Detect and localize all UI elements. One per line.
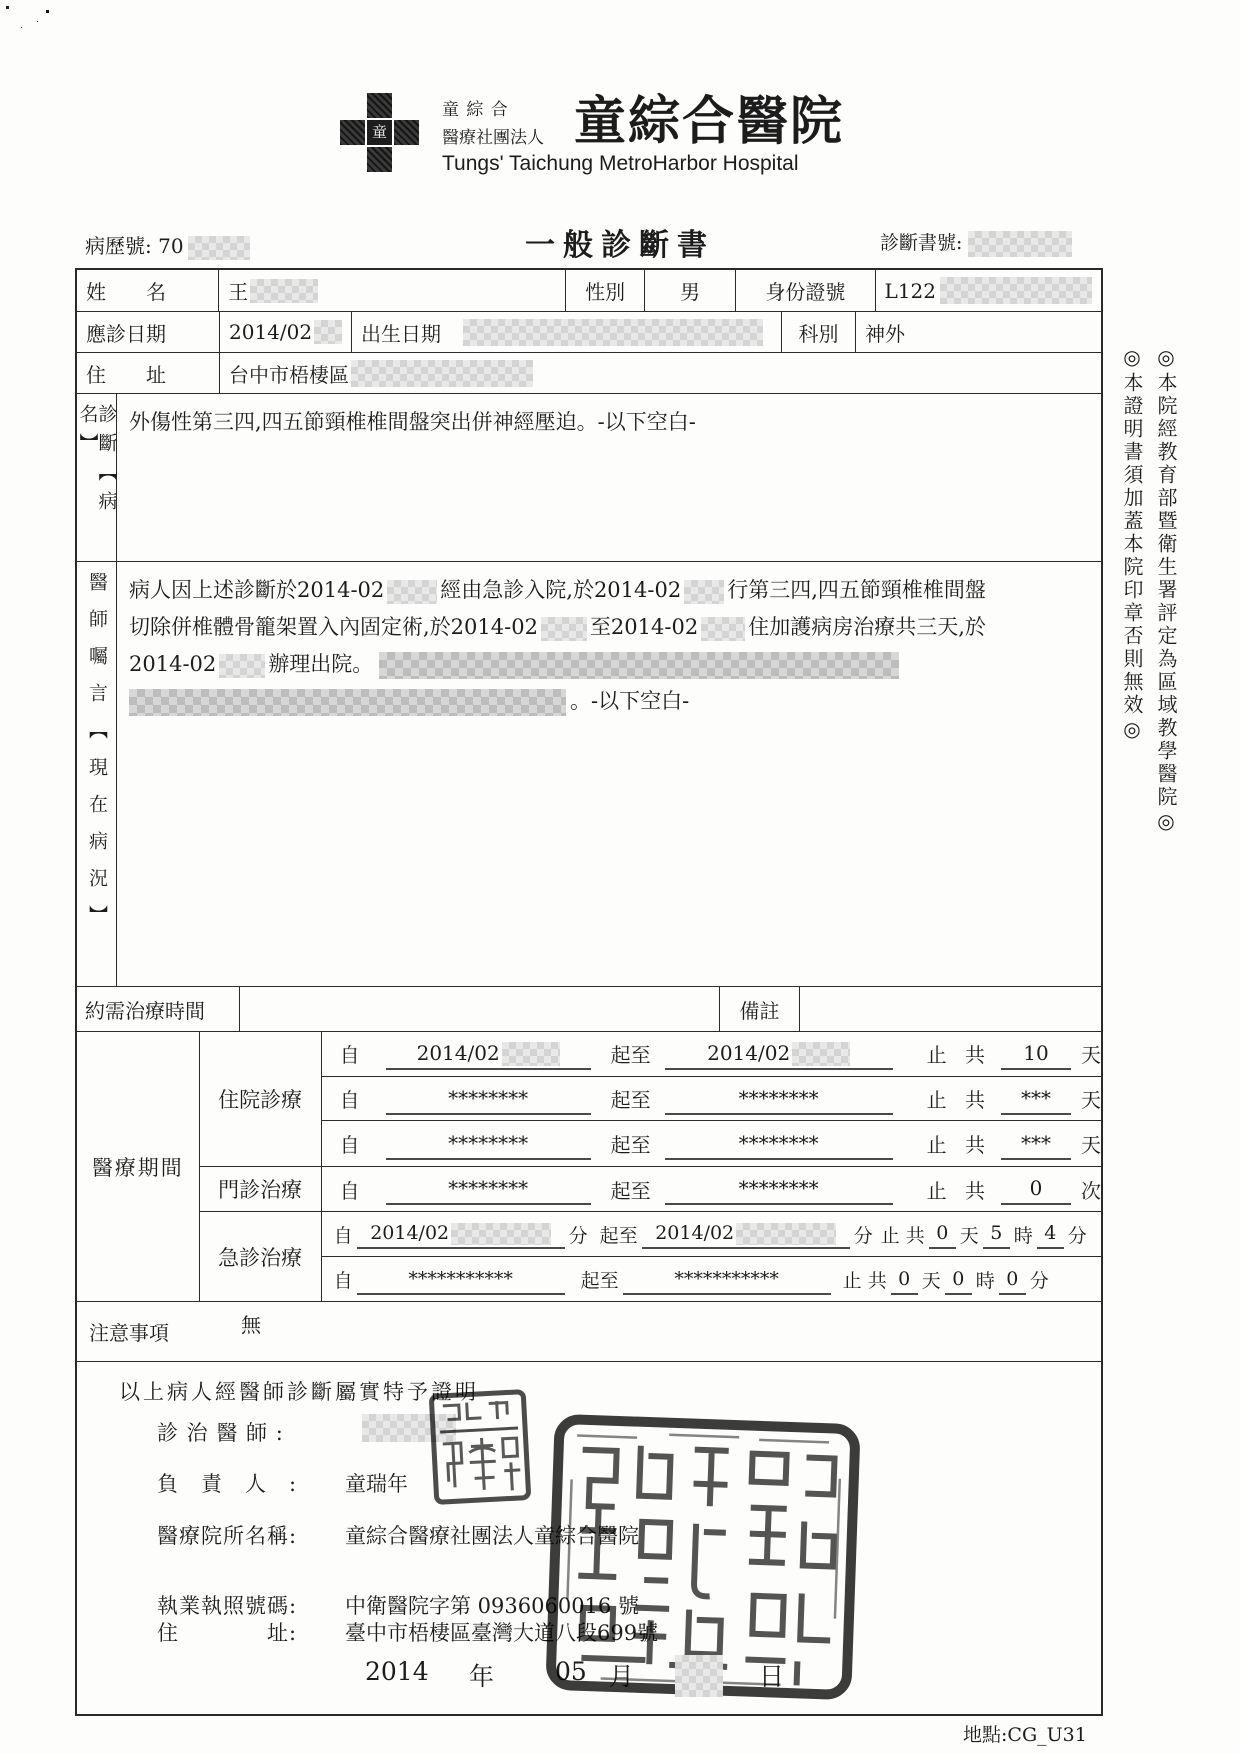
diagnosis-content: 外傷性第三四,四五節頸椎椎間盤突出併神經壓迫。-以下空白- xyxy=(129,410,696,434)
period-row-1: 自 2014/02 起至 2014/02 止 共 10 天 xyxy=(322,1032,1101,1077)
row-name xyxy=(77,270,1101,312)
license-label: 執業執照號碼: xyxy=(157,1594,298,1618)
diagnosis-label: 診斷【病名】 xyxy=(77,394,117,561)
medical-period-label: 醫療期間 xyxy=(77,1032,200,1301)
address-value: 台中市梧棲區 xyxy=(220,353,1101,393)
period-row-6: 自 *********** 起至 *********** 止 共 0 天 0 時 0 分 xyxy=(322,1257,1101,1302)
note-line-2: 切除併椎體骨籠架置入內固定術,於2014-02 至2014-02 住加護病房治療共三天,於 xyxy=(129,615,986,639)
issue-day-redacted xyxy=(675,1655,723,1697)
note-line-3: 2014-02 辦理出院。 xyxy=(129,646,1089,683)
hospital-name-small-top: 童 綜 合 xyxy=(442,100,509,120)
dept-label: 科別 xyxy=(782,312,856,352)
period-row-4: 自 ******** 起至 ******** 止 共 0 次 xyxy=(322,1167,1101,1211)
director-seal-stamp xyxy=(426,1385,534,1508)
visit-date-label: 應診日期 xyxy=(77,312,220,352)
director-label: 負 責 人 : xyxy=(157,1472,298,1496)
id-value: L122 xyxy=(876,270,1101,311)
treatment-time-value xyxy=(240,987,720,1031)
main-table xyxy=(75,268,1103,1716)
scan-noise xyxy=(6,6,9,9)
outpatient-label: 門診治療 xyxy=(200,1167,322,1211)
address-label: 住 址 xyxy=(77,353,220,393)
hospital-header xyxy=(340,85,844,193)
period-row-5: 自 2014/02 分 起至 2014/02 分 止 共 0 天 5 時 4 分 xyxy=(322,1212,1101,1257)
certify-statement: 以上病人經醫師診斷屬實特予證明 xyxy=(119,1380,479,1404)
certificate-number: 診斷書號: xyxy=(880,228,1072,257)
outpatient-group xyxy=(200,1167,1101,1212)
hospital-logo-cross-icon xyxy=(340,93,420,193)
hospital-name-en: Tungs' Taichung MetroHarbor Hospital xyxy=(442,152,799,175)
issue-date: 2014 年 05 月 日 xyxy=(77,1657,1101,1707)
hospital-name-small-bottom: 醫療社團法人 xyxy=(442,128,544,148)
period-row-2: 自 ******** 起至 ******** 止 共 *** 天 xyxy=(322,1077,1101,1122)
side-note-accreditation: ◎本院經教育部暨衛生署評定為區域教學醫院◎ xyxy=(1154,345,1178,836)
sex-value: 男 xyxy=(645,270,736,311)
note-line-1: 病人因上述診斷於2014-02 經由急診入院,於2014-02 行第三四,四五節頸椎椎間盤 xyxy=(129,578,986,602)
side-vertical-notes xyxy=(1118,345,1179,836)
inpatient-label: 住院診療 xyxy=(200,1032,322,1166)
row-dates xyxy=(77,312,1101,353)
note-line-4: 。-以下空白- xyxy=(129,683,1089,720)
remark-label: 備註 xyxy=(720,987,800,1031)
license-value: 中衛醫院字第 0936060016 號 xyxy=(345,1594,639,1618)
period-row-3: 自 ******** 起至 ******** 止 共 *** 天 xyxy=(322,1121,1101,1166)
director-value: 童瑞年 xyxy=(345,1472,408,1496)
doctor-note-content xyxy=(117,562,1101,986)
visit-date-value: 2014/02 xyxy=(220,312,352,352)
doctor-note-section xyxy=(77,562,1101,987)
notice xyxy=(77,1302,1101,1361)
diagnosis-section xyxy=(77,394,1101,562)
physician-label: 診 治 醫 師 : xyxy=(157,1421,284,1445)
remark-value xyxy=(800,987,1101,1031)
document-title: 一般診斷書 xyxy=(525,228,715,263)
side-note-seal-required: ◎本證明書須加蓋本院印章否則無效◎ xyxy=(1120,345,1144,744)
location-code: 地點:CG_U31 xyxy=(963,1724,1087,1746)
notice-label: 注意事項 xyxy=(89,1321,169,1345)
certification-section xyxy=(77,1362,1101,1714)
hospital-name-zh: 童綜合醫院 xyxy=(574,91,845,152)
treatment-time-label: 約需治療時間 xyxy=(77,987,240,1031)
birth-date: 出生日期 xyxy=(352,312,782,352)
id-label: 身份證號 xyxy=(736,270,875,311)
doctor-note-label: 醫師囑言【現在病況】 xyxy=(77,562,117,986)
notice-row xyxy=(77,1302,1101,1362)
chart-number: 病歷號: 70 xyxy=(85,230,250,260)
name-label: 姓 名 xyxy=(77,270,219,311)
notice-value: 無 xyxy=(241,1313,261,1337)
dept-value: 神外 xyxy=(865,321,905,346)
emergency-label: 急診治療 xyxy=(200,1212,322,1302)
name-value: 王 xyxy=(219,270,566,311)
hospital-address-value: 臺中市梧棲區臺灣大道八段699號 xyxy=(345,1621,659,1645)
org-value: 童綜合醫療社團法人童綜合醫院 xyxy=(345,1524,639,1548)
inpatient-group xyxy=(200,1032,1101,1167)
row-address xyxy=(77,353,1101,394)
hospital-address-label: 住 址: xyxy=(157,1621,298,1645)
medical-period-table xyxy=(77,1032,1101,1302)
logo-glyph: 童 xyxy=(371,123,387,141)
emergency-group xyxy=(200,1212,1101,1302)
org-label: 醫療院所名稱: xyxy=(157,1524,298,1548)
sex-label: 性別 xyxy=(566,270,645,311)
treatment-time-row xyxy=(77,987,1101,1032)
